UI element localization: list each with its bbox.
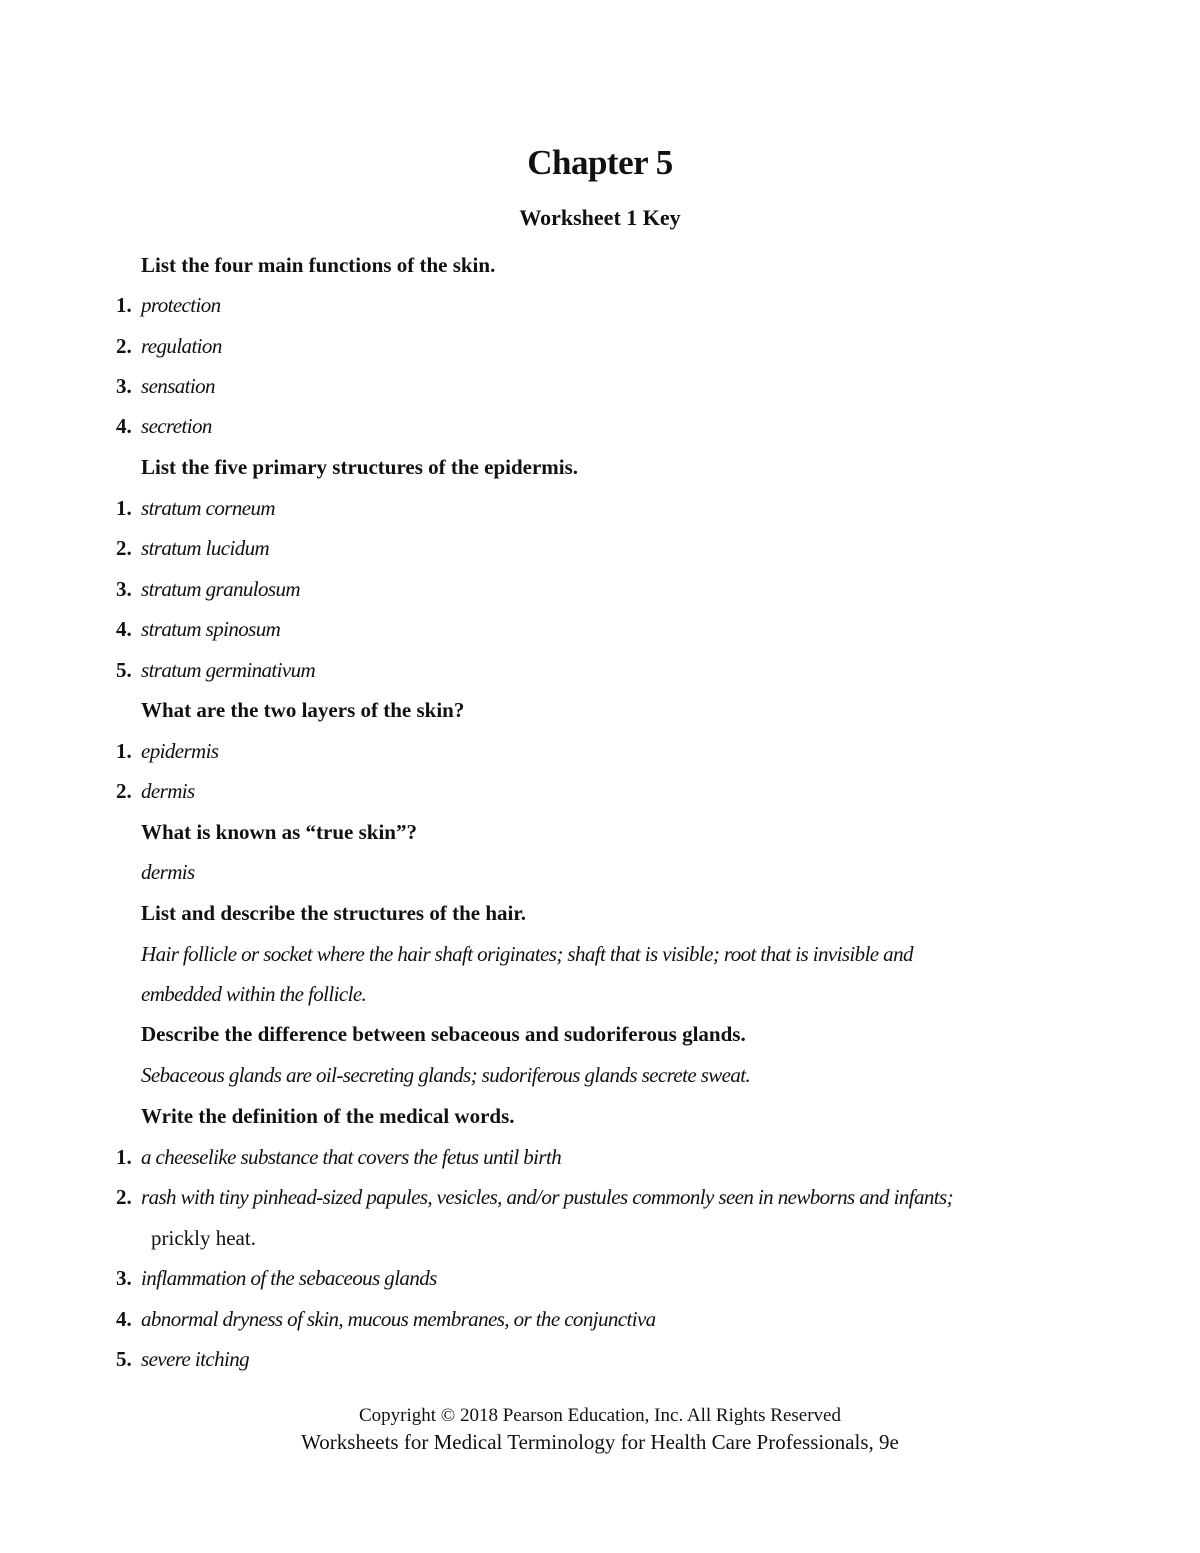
answer-continuation: prickly heat. <box>151 1226 256 1250</box>
list-item <box>116 741 218 762</box>
answer-hair-line2: embedded within the follicle. <box>141 982 367 1006</box>
item-number: 5. <box>116 1347 132 1371</box>
item-number: 4. <box>116 1307 132 1331</box>
list-item <box>116 295 221 316</box>
question-layers: What are the two layers of the skin? <box>141 698 465 722</box>
list-item <box>116 1309 656 1330</box>
chapter-title: Chapter 5 <box>527 143 673 182</box>
list-item <box>116 1349 249 1370</box>
answer-text: stratum germinativum <box>141 658 316 682</box>
answer-text: rash with tiny pinhead-sized papules, vesicles, and/or pustules commonly seen in newborns and infants; <box>141 1185 953 1209</box>
question-true-skin: What is known as “true skin”? <box>141 820 417 844</box>
list-item <box>116 579 300 600</box>
item-number: 2. <box>116 536 132 560</box>
answer-hair-line1: Hair follicle or socket where the hair shaft originates; shaft that is visible; root that is invisible and <box>141 942 913 966</box>
item-number: 3. <box>116 374 132 398</box>
answer-text: stratum lucidum <box>141 536 270 560</box>
item-number: 2. <box>116 1185 132 1209</box>
answer-text: secretion <box>141 414 212 438</box>
list-item <box>116 336 222 357</box>
answer-text: abnormal dryness of skin, mucous membranes, or the conjunctiva <box>141 1307 656 1331</box>
list-item <box>116 619 280 640</box>
question-definitions: Write the definition of the medical words. <box>141 1104 515 1128</box>
answer-text: stratum spinosum <box>141 617 281 641</box>
answer-glands: Sebaceous glands are oil-secreting glands; sudoriferous glands secrete sweat. <box>141 1063 751 1087</box>
answer-true-skin: dermis <box>141 860 195 884</box>
question-functions: List the four main functions of the skin. <box>141 253 496 277</box>
answer-text: a cheeselike substance that covers the fetus until birth <box>141 1145 562 1169</box>
item-number: 2. <box>116 334 132 358</box>
answer-text: regulation <box>141 334 222 358</box>
question-glands: Describe the difference between sebaceous and sudoriferous glands. <box>141 1022 746 1046</box>
footer-copyright: Copyright © 2018 Pearson Education, Inc. All Rights Reserved <box>359 1405 841 1426</box>
answer-text: dermis <box>141 779 195 803</box>
list-item <box>116 660 315 681</box>
answer-text: stratum corneum <box>141 496 275 520</box>
item-number: 1. <box>116 293 132 317</box>
item-number: 3. <box>116 577 132 601</box>
list-item <box>116 1268 437 1289</box>
item-number: 1. <box>116 1145 132 1169</box>
item-number: 3. <box>116 1266 132 1290</box>
answer-text: stratum granulosum <box>141 577 300 601</box>
item-number: 4. <box>116 617 132 641</box>
list-item <box>116 781 195 802</box>
answer-text: severe itching <box>141 1347 250 1371</box>
question-epidermis: List the five primary structures of the epidermis. <box>141 455 579 479</box>
list-item <box>116 498 275 519</box>
item-number: 4. <box>116 414 132 438</box>
list-item <box>116 1187 953 1208</box>
item-number: 1. <box>116 496 132 520</box>
answer-text: protection <box>141 293 221 317</box>
list-item <box>116 1147 561 1168</box>
item-number: 2. <box>116 779 132 803</box>
worksheet-title: Worksheet 1 Key <box>519 205 681 230</box>
answer-text: sensation <box>141 374 215 398</box>
list-item <box>116 538 269 559</box>
footer-book-title: Worksheets for Medical Terminology for Health Care Professionals, 9e <box>301 1430 899 1454</box>
question-hair: List and describe the structures of the hair. <box>141 901 526 925</box>
answer-text: epidermis <box>141 739 219 763</box>
list-item <box>116 416 212 437</box>
item-number: 1. <box>116 739 132 763</box>
answer-text: inflammation of the sebaceous glands <box>141 1266 437 1290</box>
item-number: 5. <box>116 658 132 682</box>
list-item <box>116 376 215 397</box>
